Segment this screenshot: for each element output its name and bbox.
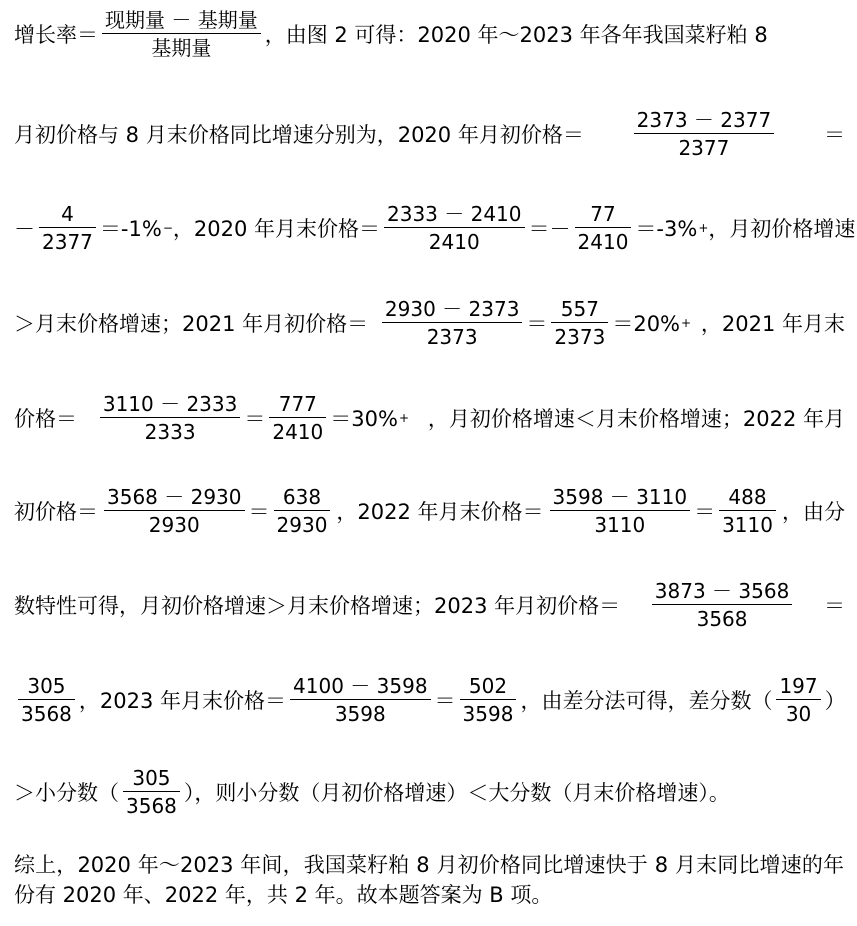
text: ＝ bbox=[526, 312, 548, 336]
text: 数特性可得，月初价格增速＞月末价格增速；2023 年月初价格＝ bbox=[14, 594, 621, 618]
numerator: 4100 － 3598 bbox=[293, 674, 428, 698]
text: ＝ bbox=[244, 407, 266, 431]
text-line-3 bbox=[14, 202, 856, 254]
text: ＝20% bbox=[612, 312, 681, 336]
text: ） bbox=[824, 689, 846, 713]
denominator: 3110 bbox=[722, 513, 773, 537]
denominator: 2930 bbox=[148, 513, 200, 537]
text: ＝ bbox=[694, 500, 716, 524]
numerator: 4 bbox=[61, 202, 74, 226]
numerator: 2930 － 2373 bbox=[384, 297, 520, 321]
text-line-2 bbox=[14, 110, 845, 158]
denominator: 2410 bbox=[577, 230, 629, 254]
denominator: 2410 bbox=[428, 230, 480, 254]
text: ，月初价格增速＜月末价格增速；2022 年月 bbox=[427, 407, 845, 431]
text: 价格＝ bbox=[14, 407, 77, 431]
denominator: 30 bbox=[785, 702, 812, 726]
denominator: 3568 bbox=[126, 794, 177, 818]
denominator: 3568 bbox=[21, 702, 72, 726]
superscript: + bbox=[398, 411, 410, 425]
denominator: 2373 bbox=[426, 325, 478, 349]
fraction bbox=[719, 487, 776, 535]
numerator: 3110 － 2333 bbox=[102, 392, 238, 416]
fraction bbox=[634, 110, 775, 158]
denominator: 3598 bbox=[334, 702, 386, 726]
fraction bbox=[382, 299, 523, 347]
denominator: 2930 bbox=[276, 513, 328, 537]
denominator: 3568 bbox=[696, 607, 748, 631]
fraction bbox=[100, 394, 241, 442]
text: ，由图 2 可得：2020 年～2023 年各年我国菜籽粕 8 bbox=[264, 23, 768, 47]
denominator: 3110 bbox=[594, 513, 646, 537]
text-line-4 bbox=[14, 299, 845, 347]
fraction bbox=[550, 487, 691, 535]
fraction bbox=[652, 581, 793, 629]
numerator: 3568 － 2930 bbox=[107, 485, 242, 509]
numerator: 488 bbox=[728, 485, 767, 509]
text: ，月初价格增速 bbox=[708, 217, 856, 241]
fraction bbox=[123, 768, 180, 816]
text: ＝30% bbox=[330, 407, 398, 431]
conclusion-paragraph: 综上，2020 年～2023 年间，我国菜籽粕 8 月初价格同比增速快于 8 月末同比增速的年份有 2020 年、2022 年，共 2 年。故本题答案为 B 项。 bbox=[14, 853, 844, 907]
numerator: 2333 － 2410 bbox=[387, 202, 522, 226]
numerator: 305 bbox=[27, 674, 66, 698]
fraction bbox=[776, 676, 820, 724]
numerator: 现期量 － 基期量 bbox=[105, 8, 258, 32]
denominator: 2373 bbox=[554, 325, 606, 349]
fraction bbox=[18, 676, 75, 724]
text: ＝ bbox=[824, 123, 845, 147]
fraction bbox=[104, 487, 245, 535]
text: ，2020 年月末价格＝ bbox=[172, 217, 380, 241]
text: ＞月末价格增速；2021 年月初价格＝ bbox=[14, 312, 369, 336]
numerator: 3873 － 3568 bbox=[654, 579, 790, 603]
superscript: + bbox=[698, 221, 709, 235]
text-line-5 bbox=[14, 394, 845, 442]
fraction bbox=[551, 299, 608, 347]
numerator: 777 bbox=[278, 392, 317, 416]
numerator: 3598 － 3110 bbox=[552, 485, 688, 509]
numerator: 305 bbox=[132, 766, 171, 790]
fraction bbox=[575, 204, 632, 252]
numerator: 2373 － 2377 bbox=[636, 108, 772, 132]
text: ＝－ bbox=[528, 217, 571, 241]
text: ，2022 年月末价格＝ bbox=[336, 500, 544, 524]
text: 月初价格与 8 月末价格同比增速分别为，2020 年月初价格＝ bbox=[14, 123, 584, 147]
denominator: 2377 bbox=[678, 136, 730, 160]
denominator: 2410 bbox=[272, 420, 324, 444]
fraction bbox=[290, 676, 431, 724]
fraction bbox=[460, 676, 517, 724]
numerator: 197 bbox=[779, 674, 818, 698]
fraction-growth-rate bbox=[102, 10, 261, 58]
text: 初价格＝ bbox=[14, 500, 98, 524]
text: ，由分 bbox=[781, 500, 845, 524]
text: － bbox=[14, 217, 35, 241]
text: ），则小分数（月初价格增速）＜大分数（月末价格增速）。 bbox=[183, 781, 730, 805]
text: ，2023 年月末价格＝ bbox=[78, 689, 287, 713]
numerator: 638 bbox=[282, 485, 322, 509]
text: ＞小分数（ bbox=[14, 781, 119, 805]
text: ＝-1% bbox=[99, 217, 162, 241]
text: ＝-3% bbox=[635, 217, 698, 241]
text: ，由差分法可得，差分数（ bbox=[520, 689, 773, 713]
fraction bbox=[274, 487, 331, 535]
text: ，2021 年月末 bbox=[700, 312, 845, 336]
text: ＝ bbox=[823, 594, 845, 618]
numerator: 77 bbox=[590, 202, 616, 226]
fraction bbox=[384, 204, 525, 252]
text-line-6 bbox=[14, 487, 845, 535]
numerator: 502 bbox=[468, 674, 508, 698]
text: ＝ bbox=[248, 500, 270, 524]
text-line-9 bbox=[14, 768, 845, 816]
text: ＝ bbox=[434, 689, 456, 713]
text-line-1 bbox=[14, 10, 845, 58]
denominator: 基期量 bbox=[151, 36, 212, 60]
text-line-8 bbox=[14, 676, 845, 724]
denominator: 2333 bbox=[144, 420, 196, 444]
denominator: 2377 bbox=[42, 230, 93, 254]
superscript: − bbox=[162, 221, 173, 235]
text: 增长率＝ bbox=[14, 23, 98, 47]
denominator: 3598 bbox=[462, 702, 514, 726]
fraction bbox=[39, 204, 96, 252]
numerator: 557 bbox=[560, 297, 599, 321]
text-line-7 bbox=[14, 581, 845, 629]
fraction bbox=[269, 394, 326, 442]
superscript: + bbox=[681, 316, 692, 330]
